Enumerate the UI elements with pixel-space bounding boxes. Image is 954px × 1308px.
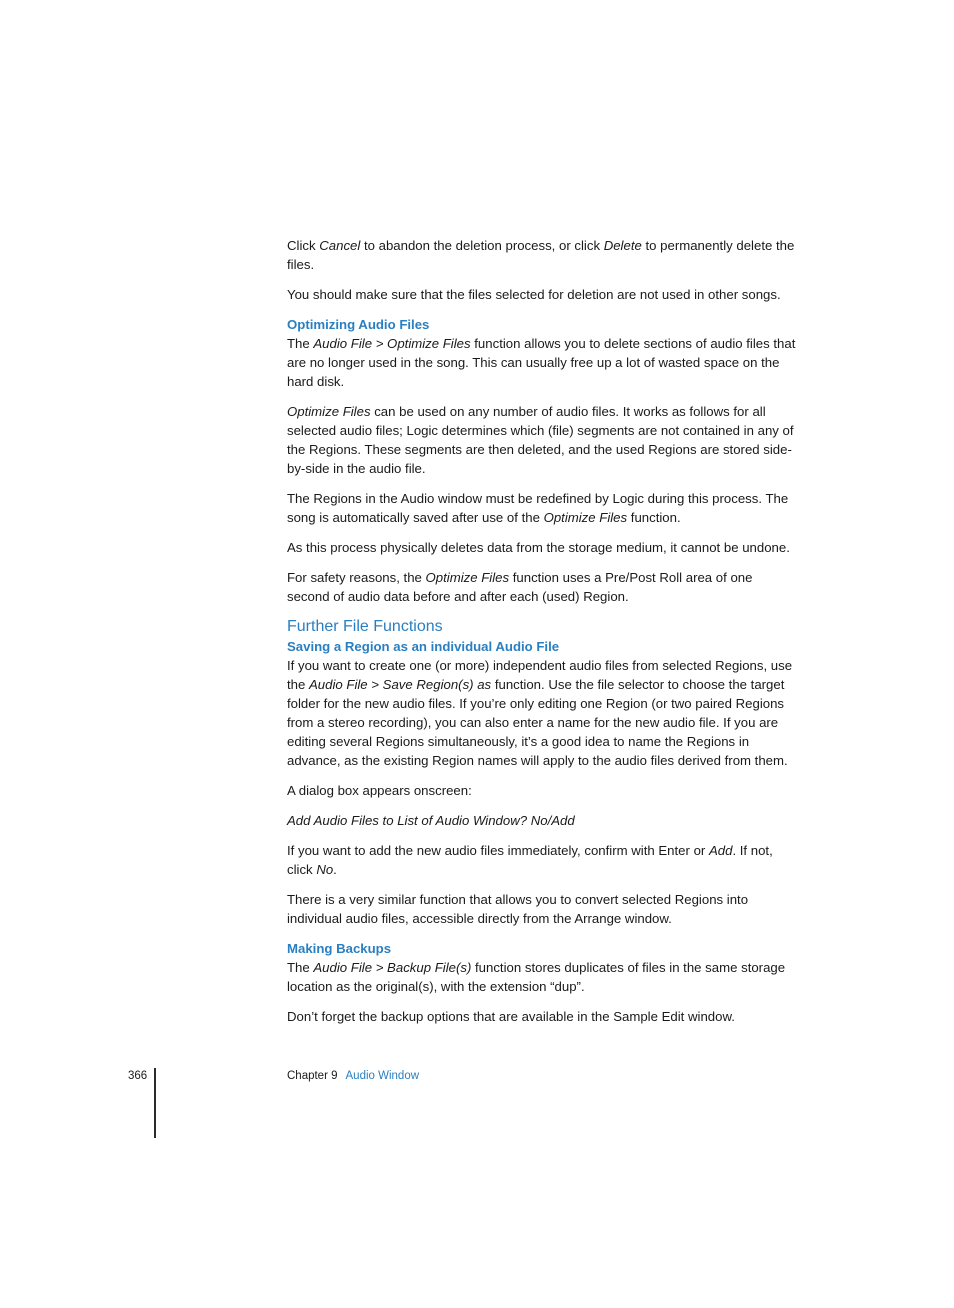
- text: function uses a Pre/Post Roll area of one second of audio data before and after each (used) Region.: [287, 570, 753, 604]
- text: . If not, click: [287, 843, 773, 877]
- text: function.: [627, 510, 681, 525]
- text: The: [287, 336, 314, 351]
- paragraph-optimize-details: [287, 402, 797, 478]
- text: to permanently delete the files.: [287, 238, 795, 272]
- no-term: No: [316, 862, 334, 877]
- text: function stores duplicates of files in the same storage location as the original(s), with the extension “dup”.: [287, 960, 786, 994]
- heading-further-file-functions: Further File Functions: [287, 618, 443, 635]
- text: .: [333, 862, 337, 877]
- text: function allows you to delete sections of audio files that are no longer used in the song. This can usually free up a lot of wasted space on the hard disk.: [287, 336, 796, 389]
- page-body: [287, 236, 797, 1037]
- paragraph-safety: [287, 568, 797, 606]
- add-term: Add: [708, 843, 733, 858]
- delete-term: Delete: [603, 238, 642, 253]
- cancel-term: Cancel: [319, 238, 361, 253]
- footer-divider: [154, 1068, 156, 1138]
- page-number: 366: [128, 1070, 148, 1082]
- optimize-files-term: Optimize Files: [425, 570, 510, 585]
- text: to abandon the deletion process, or click: [360, 238, 604, 253]
- optimize-files-term: Optimize Files: [543, 510, 628, 525]
- paragraph-confirm-add: [287, 841, 797, 879]
- text: The: [287, 960, 314, 975]
- paragraph-dialog-text: Add Audio Files to List of Audio Window? No/Add: [287, 813, 575, 828]
- text: The Regions in the Audio window must be redefined by Logic during this process. The song is automatically saved after use of the: [287, 491, 789, 525]
- paragraph-optimize-intro: [287, 334, 797, 391]
- chapter-title: Audio Window: [345, 1070, 420, 1082]
- text: For safety reasons, the: [287, 570, 426, 585]
- text: If you want to add the new audio files immediately, confirm with Enter or: [287, 843, 709, 858]
- optimize-files-term: Optimize Files: [287, 404, 371, 419]
- chapter-label: Chapter 9: [287, 1070, 338, 1082]
- paragraph-similar-function: There is a very similar function that allows you to convert selected Regions into individual audio files, accessible directly from the Arrange window.: [287, 892, 749, 926]
- paragraph-regions-redefined: [287, 489, 797, 527]
- paragraph-backup-function: [287, 958, 797, 996]
- footer-chapter: [287, 1070, 419, 1082]
- text: can be used on any number of audio files. It works as follows for all selected audio files; Logic determines which (file) segments are not contained in any of the Regions. These segments are then deleted, and the used Regions are stored side-by-side in the audio file.: [287, 404, 794, 476]
- menu-path: Audio File > Optimize Files: [313, 336, 471, 351]
- paragraph-cancel-delete: [287, 236, 797, 274]
- heading-optimizing-audio-files: Optimizing Audio Files: [287, 317, 430, 332]
- heading-saving-region: Saving a Region as an individual Audio File: [287, 639, 560, 654]
- paragraph-deletion-warning: You should make sure that the files selected for deletion are not used in other songs.: [287, 287, 781, 302]
- paragraph-cannot-undo: As this process physically deletes data from the storage medium, it cannot be undone.: [287, 540, 790, 555]
- paragraph-dialog-appears: A dialog box appears onscreen:: [287, 783, 472, 798]
- text: Click: [287, 238, 320, 253]
- paragraph-backup-options: Don’t forget the backup options that are available in the Sample Edit window.: [287, 1009, 735, 1024]
- heading-making-backups: Making Backups: [287, 941, 392, 956]
- paragraph-save-regions: [287, 656, 797, 770]
- text: function. Use the file selector to choose the target folder for the new audio files. If you’re only editing one Region (or two paired Regions from a stereo recording), you can also enter a name for the new audio file. If you are editing several Regions simultaneously, it’s a good idea to name the Regions in advance, as the existing Region names will apply to the audio files derived from them.: [287, 677, 788, 768]
- text: If you want to create one (or more) independent audio files from selected Regions, use the: [287, 658, 793, 692]
- menu-path: Audio File > Save Region(s) as: [309, 677, 492, 692]
- menu-path: Audio File > Backup File(s): [313, 960, 472, 975]
